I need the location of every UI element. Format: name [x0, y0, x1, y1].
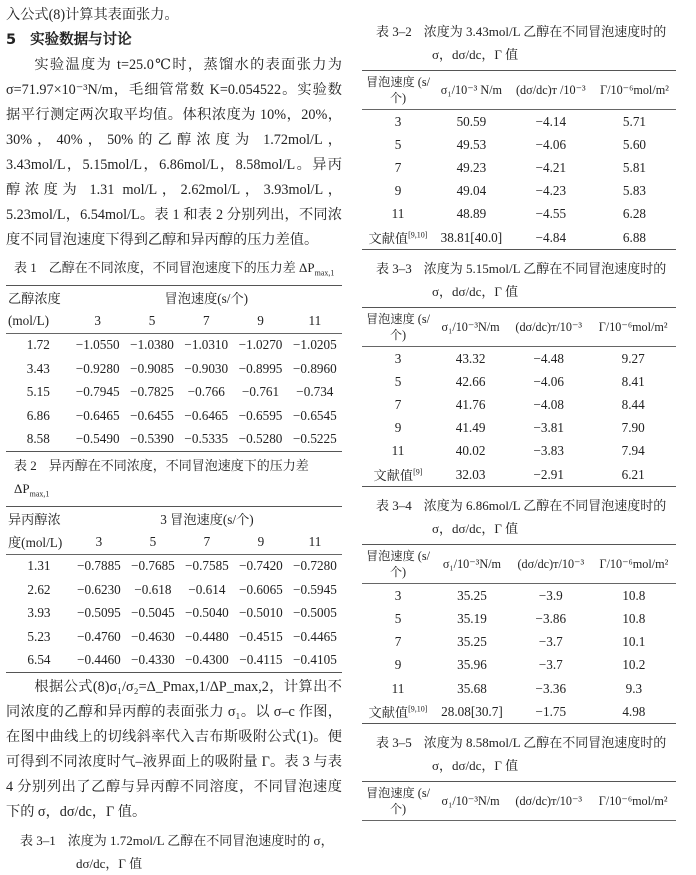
table-cell: −0.4460	[77, 652, 121, 668]
table-cell: 8.44	[621, 397, 645, 413]
group-header: 3 冒泡速度(s/个)	[160, 511, 254, 527]
caption-text: 异丙醇在不同浓度，不同冒泡速度下的压力差 ΔP	[14, 458, 309, 497]
table-cell: −0.5045	[131, 605, 175, 621]
table-row	[362, 417, 676, 440]
column-header: 7	[179, 309, 233, 333]
table-number: 表 3–1	[20, 833, 56, 849]
table-cell: 48.89	[456, 206, 487, 222]
table-cell: 6.86	[26, 407, 50, 423]
table-cell: −0.7585	[185, 558, 229, 574]
table-cell: −0.6595	[238, 407, 283, 423]
table-cell: −1.0310	[184, 337, 229, 353]
column-header: 9	[233, 309, 287, 333]
paragraph: 实验温度为 t=25.0℃时，蒸馏水的表面张力为 σ=71.97×10⁻³N/m，毛细管常数 K=0.054522。实验数据平行测定两次取平均值。体积浓度为 10%，20%，30%，40%，50%的乙醇浓度为 1.72mol/L，3.43mol/L，5.15mol/L，6.86mol/L，8.58mol/L。异丙醇浓度为 1.31 mol/L，2.62mol/L，3.93mol/L，5.23mol/L，6.54mol/L。表 1 和表 2 分别列出，不同浓度不同冒泡速度下得到乙醇和异丙醇的压力差值。	[6, 57, 342, 248]
table-cell: 4.98	[622, 703, 646, 719]
table-cell: 5.15	[26, 384, 50, 400]
table-cell: −3.83	[533, 443, 564, 459]
table-cell: 41.76	[455, 397, 486, 413]
table-cell: 50.59	[456, 113, 487, 129]
table-cell: 10.8	[622, 587, 646, 603]
table-row	[6, 649, 342, 673]
table-cell: 35.96	[457, 657, 487, 673]
citation: [9,10]	[408, 230, 428, 240]
table-cell: 35.68	[457, 680, 487, 696]
table-cell: 3	[394, 350, 402, 366]
table-cell: 11	[391, 206, 405, 222]
row-header-unit: (mol/L)	[6, 309, 71, 333]
table-cell: −1.0380	[130, 337, 174, 353]
table-cell: −0.6455	[130, 407, 174, 423]
table-row	[362, 631, 676, 654]
reference-label-cell	[362, 226, 434, 250]
column-header: (dσ/dc)ᴛ /10⁻³	[509, 71, 593, 110]
table-caption	[6, 256, 342, 285]
data-table	[6, 506, 342, 674]
table-cell: −2.91	[533, 466, 564, 482]
table-cell: 3	[394, 113, 402, 129]
table-cell: −0.5390	[130, 431, 174, 447]
table-number: 表 2	[14, 458, 37, 474]
table-row	[362, 607, 676, 630]
table-row	[362, 654, 676, 677]
table-cell: 28.08[30.7]	[441, 703, 503, 719]
table-cell: −0.766	[187, 384, 225, 400]
table-row	[6, 333, 342, 357]
table-cell: 8.58	[26, 431, 50, 447]
data-table	[362, 70, 676, 250]
table-cell: −0.9085	[130, 360, 174, 376]
table-number: 表 3–2	[376, 24, 412, 39]
table-cell: 5	[394, 136, 402, 152]
table-row	[6, 428, 342, 452]
table-cell: −0.5335	[184, 431, 229, 447]
table-cell: 3	[394, 587, 402, 603]
table-cell: 49.23	[456, 159, 487, 175]
table-cell: 1.31	[27, 558, 51, 574]
column-header: 11	[288, 309, 342, 333]
column-header: Γ/10⁻⁶mol/m²	[590, 308, 676, 347]
table-row	[362, 156, 676, 179]
table-cell: 5.71	[622, 113, 646, 129]
row-header: 异丙醇浓	[8, 511, 61, 527]
caption-text: 浓度为 1.72mol/L 乙醇在不同冒泡速度时的 σ，dσ/dc，Γ 值	[67, 833, 334, 872]
column-header: (dσ/dc)ᴛ/10⁻³	[507, 782, 590, 821]
table-cell: −0.5280	[238, 431, 283, 447]
table-cell: −0.7420	[239, 558, 283, 574]
table-cell: 5	[394, 611, 402, 627]
table-cell: 9	[394, 183, 402, 199]
table-cell: −0.7945	[75, 384, 120, 400]
table-cell: −0.8995	[238, 360, 283, 376]
table-cell: 9	[394, 657, 402, 673]
table-cell: −4.21	[535, 159, 567, 175]
group-header: 冒泡速度(s/个)	[164, 290, 249, 306]
table-cell: −3.9	[538, 587, 563, 603]
table-3-5	[362, 731, 676, 821]
column-header: Γ/10⁻⁶mol/m²	[593, 71, 676, 110]
citation: [9,10]	[408, 704, 428, 714]
table-number: 表 3–4	[376, 498, 412, 514]
table-cell: −1.0270	[238, 337, 283, 353]
caption-text: 浓度为 5.15mol/L 乙醇在不同冒泡速度时的 σ，dσ/dc，Γ 值	[423, 261, 667, 300]
column-header: 5	[125, 309, 179, 333]
table-caption	[362, 257, 676, 303]
table-cell: −4.06	[535, 136, 567, 152]
section-number: 5	[6, 32, 17, 48]
table-number: 表 3–3	[376, 261, 412, 277]
table-row	[362, 110, 676, 134]
table-row	[6, 578, 342, 602]
table-caption	[6, 829, 342, 875]
table-cell: 6.21	[621, 466, 645, 482]
table-caption	[362, 20, 676, 66]
table-row	[362, 440, 676, 463]
table-row	[362, 584, 676, 608]
table-number: 表 1	[14, 260, 37, 275]
table-cell: 5.81	[622, 159, 646, 175]
table-cell: 10.2	[622, 657, 646, 673]
table-cell: −4.84	[535, 229, 567, 245]
column-header: σ₁/10⁻³ N/m	[434, 71, 509, 110]
table-cell: −0.4105	[293, 652, 337, 668]
table-row	[6, 554, 342, 578]
table-row	[362, 203, 676, 226]
reference-label-cell	[362, 463, 434, 487]
table-cell: −0.4465	[293, 628, 337, 644]
column-header: 9	[234, 530, 288, 554]
column-header: 5	[126, 530, 180, 554]
column-header: 7	[180, 530, 234, 554]
data-table	[362, 781, 676, 821]
reference-label: 文献值	[373, 468, 414, 484]
column-header: 冒泡速度 (s/个)	[362, 545, 434, 584]
table-caption	[6, 454, 342, 506]
column-header: 11	[288, 530, 342, 554]
table-cell: −0.6545	[293, 407, 337, 423]
table-cell: 38.81[40.0]	[440, 229, 503, 245]
table-cell: 11	[391, 443, 405, 459]
table-cell: 7	[394, 159, 402, 175]
reference-label-cell	[362, 700, 434, 724]
table-cell: −0.7885	[77, 558, 121, 574]
table-cell: 3.93	[27, 605, 51, 621]
table-cell: −0.9280	[75, 360, 120, 376]
table-cell: −3.7	[538, 634, 563, 650]
table-cell: 5.83	[622, 183, 646, 199]
table-row	[6, 404, 342, 428]
citation: [9]	[413, 467, 423, 477]
table-cell: 5.60	[622, 136, 646, 152]
table-row	[362, 347, 676, 371]
reference-row	[362, 463, 676, 487]
table-cell: 1.72	[26, 337, 50, 353]
table-cell: −0.6465	[75, 407, 120, 423]
table-cell: −0.7825	[130, 384, 174, 400]
table-cell: −3.81	[533, 420, 564, 436]
caption-subscript: max,1	[314, 268, 335, 278]
table-caption	[362, 494, 676, 540]
table-cell: 7.90	[621, 420, 645, 436]
table-cell: −0.5095	[77, 605, 121, 621]
text-line: 入公式(8)计算其表面张力。	[6, 7, 179, 23]
table-cell: −0.4480	[185, 628, 229, 644]
table-cell: −1.0550	[75, 337, 120, 353]
caption-text: 浓度为 8.58mol/L 乙醇在不同冒泡速度时的 σ，dσ/dc，Γ 值	[423, 735, 667, 774]
column-header: σ₁/10⁻³N/m	[434, 545, 510, 584]
table-cell: −0.7280	[293, 558, 337, 574]
caption-text: 乙醇在不同浓度，不同冒泡速度下的压力差 ΔP	[48, 260, 315, 275]
table-cell: 32.03	[455, 466, 486, 482]
table-2	[6, 454, 342, 673]
table-cell: 35.19	[457, 611, 487, 627]
table-row	[6, 602, 342, 626]
table-cell: 7	[394, 397, 402, 413]
table-cell: 10.1	[622, 634, 646, 650]
table-cell: 6.88	[622, 229, 646, 245]
table-cell: −3.36	[535, 680, 567, 696]
table-cell: −3.86	[535, 611, 567, 627]
table-cell: −4.06	[533, 373, 564, 389]
table-cell: 3.43	[26, 360, 50, 376]
table-cell: 9.3	[625, 680, 643, 696]
table-cell: −0.5490	[75, 431, 120, 447]
table-cell: −0.4115	[239, 652, 283, 668]
table-cell: −0.4515	[239, 628, 283, 644]
table-cell: −4.14	[535, 113, 567, 129]
table-number: 表 3–5	[376, 735, 412, 751]
column-header: 冒泡速度 (s/个)	[362, 308, 434, 347]
table-cell: −0.5010	[239, 605, 283, 621]
table-cell: −0.8960	[293, 360, 337, 376]
table-cell: −0.734	[296, 384, 334, 400]
column-header: 3	[72, 530, 126, 554]
table-cell: −0.6230	[77, 581, 121, 597]
table-cell: 10.8	[622, 611, 646, 627]
table-row	[362, 677, 676, 700]
table-cell: 8.41	[621, 373, 645, 389]
table-cell: 6.54	[27, 652, 51, 668]
caption-subscript: max,1	[29, 489, 50, 499]
table-row	[6, 357, 342, 381]
table-cell: 49.04	[456, 183, 487, 199]
table-1	[6, 256, 342, 452]
table-cell: −1.75	[535, 703, 567, 719]
table-cell: 41.49	[455, 420, 486, 436]
column-header: σ₁/10⁻³N/m	[434, 308, 507, 347]
table-cell: −4.55	[535, 206, 567, 222]
table-cell: −0.5945	[293, 581, 337, 597]
table-cell: −1.0205	[293, 337, 337, 353]
data-table	[362, 544, 676, 724]
table-cell: −0.4330	[131, 652, 175, 668]
table-cell: 40.02	[455, 443, 486, 459]
table-cell: 7	[394, 634, 402, 650]
column-header: Γ/10⁻⁶mol/m²	[590, 782, 676, 821]
table-cell: −0.6065	[239, 581, 283, 597]
table-cell: 43.32	[455, 350, 486, 366]
table-cell: −0.9030	[184, 360, 229, 376]
table-cell: −0.4300	[185, 652, 229, 668]
table-caption	[362, 731, 676, 777]
column-header: Γ/10⁻⁶mol/m²	[592, 545, 676, 584]
table-3-2	[362, 20, 676, 250]
table-cell: 7.94	[621, 443, 645, 459]
data-table	[362, 307, 676, 487]
table-cell: −0.7685	[131, 558, 175, 574]
table-cell: 49.53	[456, 136, 487, 152]
data-table	[6, 285, 342, 453]
table-row	[362, 180, 676, 203]
table-cell: 6.28	[622, 206, 646, 222]
table-cell: −0.761	[242, 384, 280, 400]
table-cell: −4.08	[533, 397, 564, 413]
reference-label: 文献值	[368, 231, 409, 247]
row-header: 乙醇浓度	[8, 290, 61, 306]
table-row	[362, 133, 676, 156]
table-cell: 5	[394, 373, 402, 389]
table-cell: 9	[394, 420, 402, 436]
table-row	[362, 370, 676, 393]
reference-row	[362, 700, 676, 724]
table-cell: −3.7	[538, 657, 563, 673]
table-cell: −0.4630	[131, 628, 175, 644]
table-3-4	[362, 494, 676, 724]
table-cell: −0.618	[134, 581, 172, 597]
reference-label: 文献值	[368, 705, 409, 721]
row-header-unit: 度(mol/L)	[6, 530, 72, 554]
table-cell: −0.5005	[293, 605, 337, 621]
table-cell: 35.25	[457, 587, 487, 603]
column-header: 3	[71, 309, 125, 333]
caption-text: 浓度为 3.43mol/L 乙醇在不同冒泡速度时的 σ，dσ/dc，Γ 值	[423, 24, 667, 62]
table-cell: −0.5225	[293, 431, 337, 447]
section-title: 实验数据与讨论	[30, 32, 132, 48]
table-row	[362, 394, 676, 417]
table-cell: −0.5040	[185, 605, 229, 621]
left-column	[6, 0, 342, 875]
table-cell: 35.25	[457, 634, 487, 650]
column-header: (dσ/dc)ᴛ/10⁻³	[507, 308, 590, 347]
column-header: (dσ/dc)ᴛ/10⁻³	[510, 545, 592, 584]
column-header: 冒泡速度 (s/个)	[362, 71, 434, 110]
reference-row	[362, 226, 676, 250]
column-header: σ₁/10⁻³N/m	[434, 782, 507, 821]
table-cell: −4.23	[535, 183, 567, 199]
table-cell: 5.23	[27, 628, 51, 644]
table-cell: 9.27	[621, 350, 645, 366]
column-header: 冒泡速度 (s/个)	[362, 782, 434, 821]
section-heading	[6, 28, 342, 53]
table-cell: −0.614	[188, 581, 226, 597]
table-cell: 2.62	[27, 581, 51, 597]
table-cell: −4.48	[533, 350, 564, 366]
table-cell: 42.66	[455, 373, 486, 389]
table-row	[6, 381, 342, 405]
table-3-3	[362, 257, 676, 487]
right-column	[362, 20, 676, 828]
table-cell: 11	[391, 680, 405, 696]
paragraph: 根据公式(8)σ₁/σ₂=Δ_Pmax,1/ΔP_max,2，计算出不同浓度的乙醇和异丙醇的表面张力 σ₁。以 σ–c 作图，在图中曲线上的切线斜率代入吉布斯吸附公式(1)。便可得到不同浓度时气–液界面上的吸附量 Γ。表 3 与表 4 分别列出了乙醇与异丙醇不同溶度，不同冒泡速度下的 σ，dσ/dc，Γ 值。	[6, 679, 342, 821]
caption-text: 浓度为 6.86mol/L 乙醇在不同冒泡速度时的 σ，dσ/dc，Γ 值	[423, 498, 667, 537]
table-cell: −0.6465	[184, 407, 229, 423]
table-cell: −0.4760	[77, 628, 121, 644]
table-row	[6, 625, 342, 649]
